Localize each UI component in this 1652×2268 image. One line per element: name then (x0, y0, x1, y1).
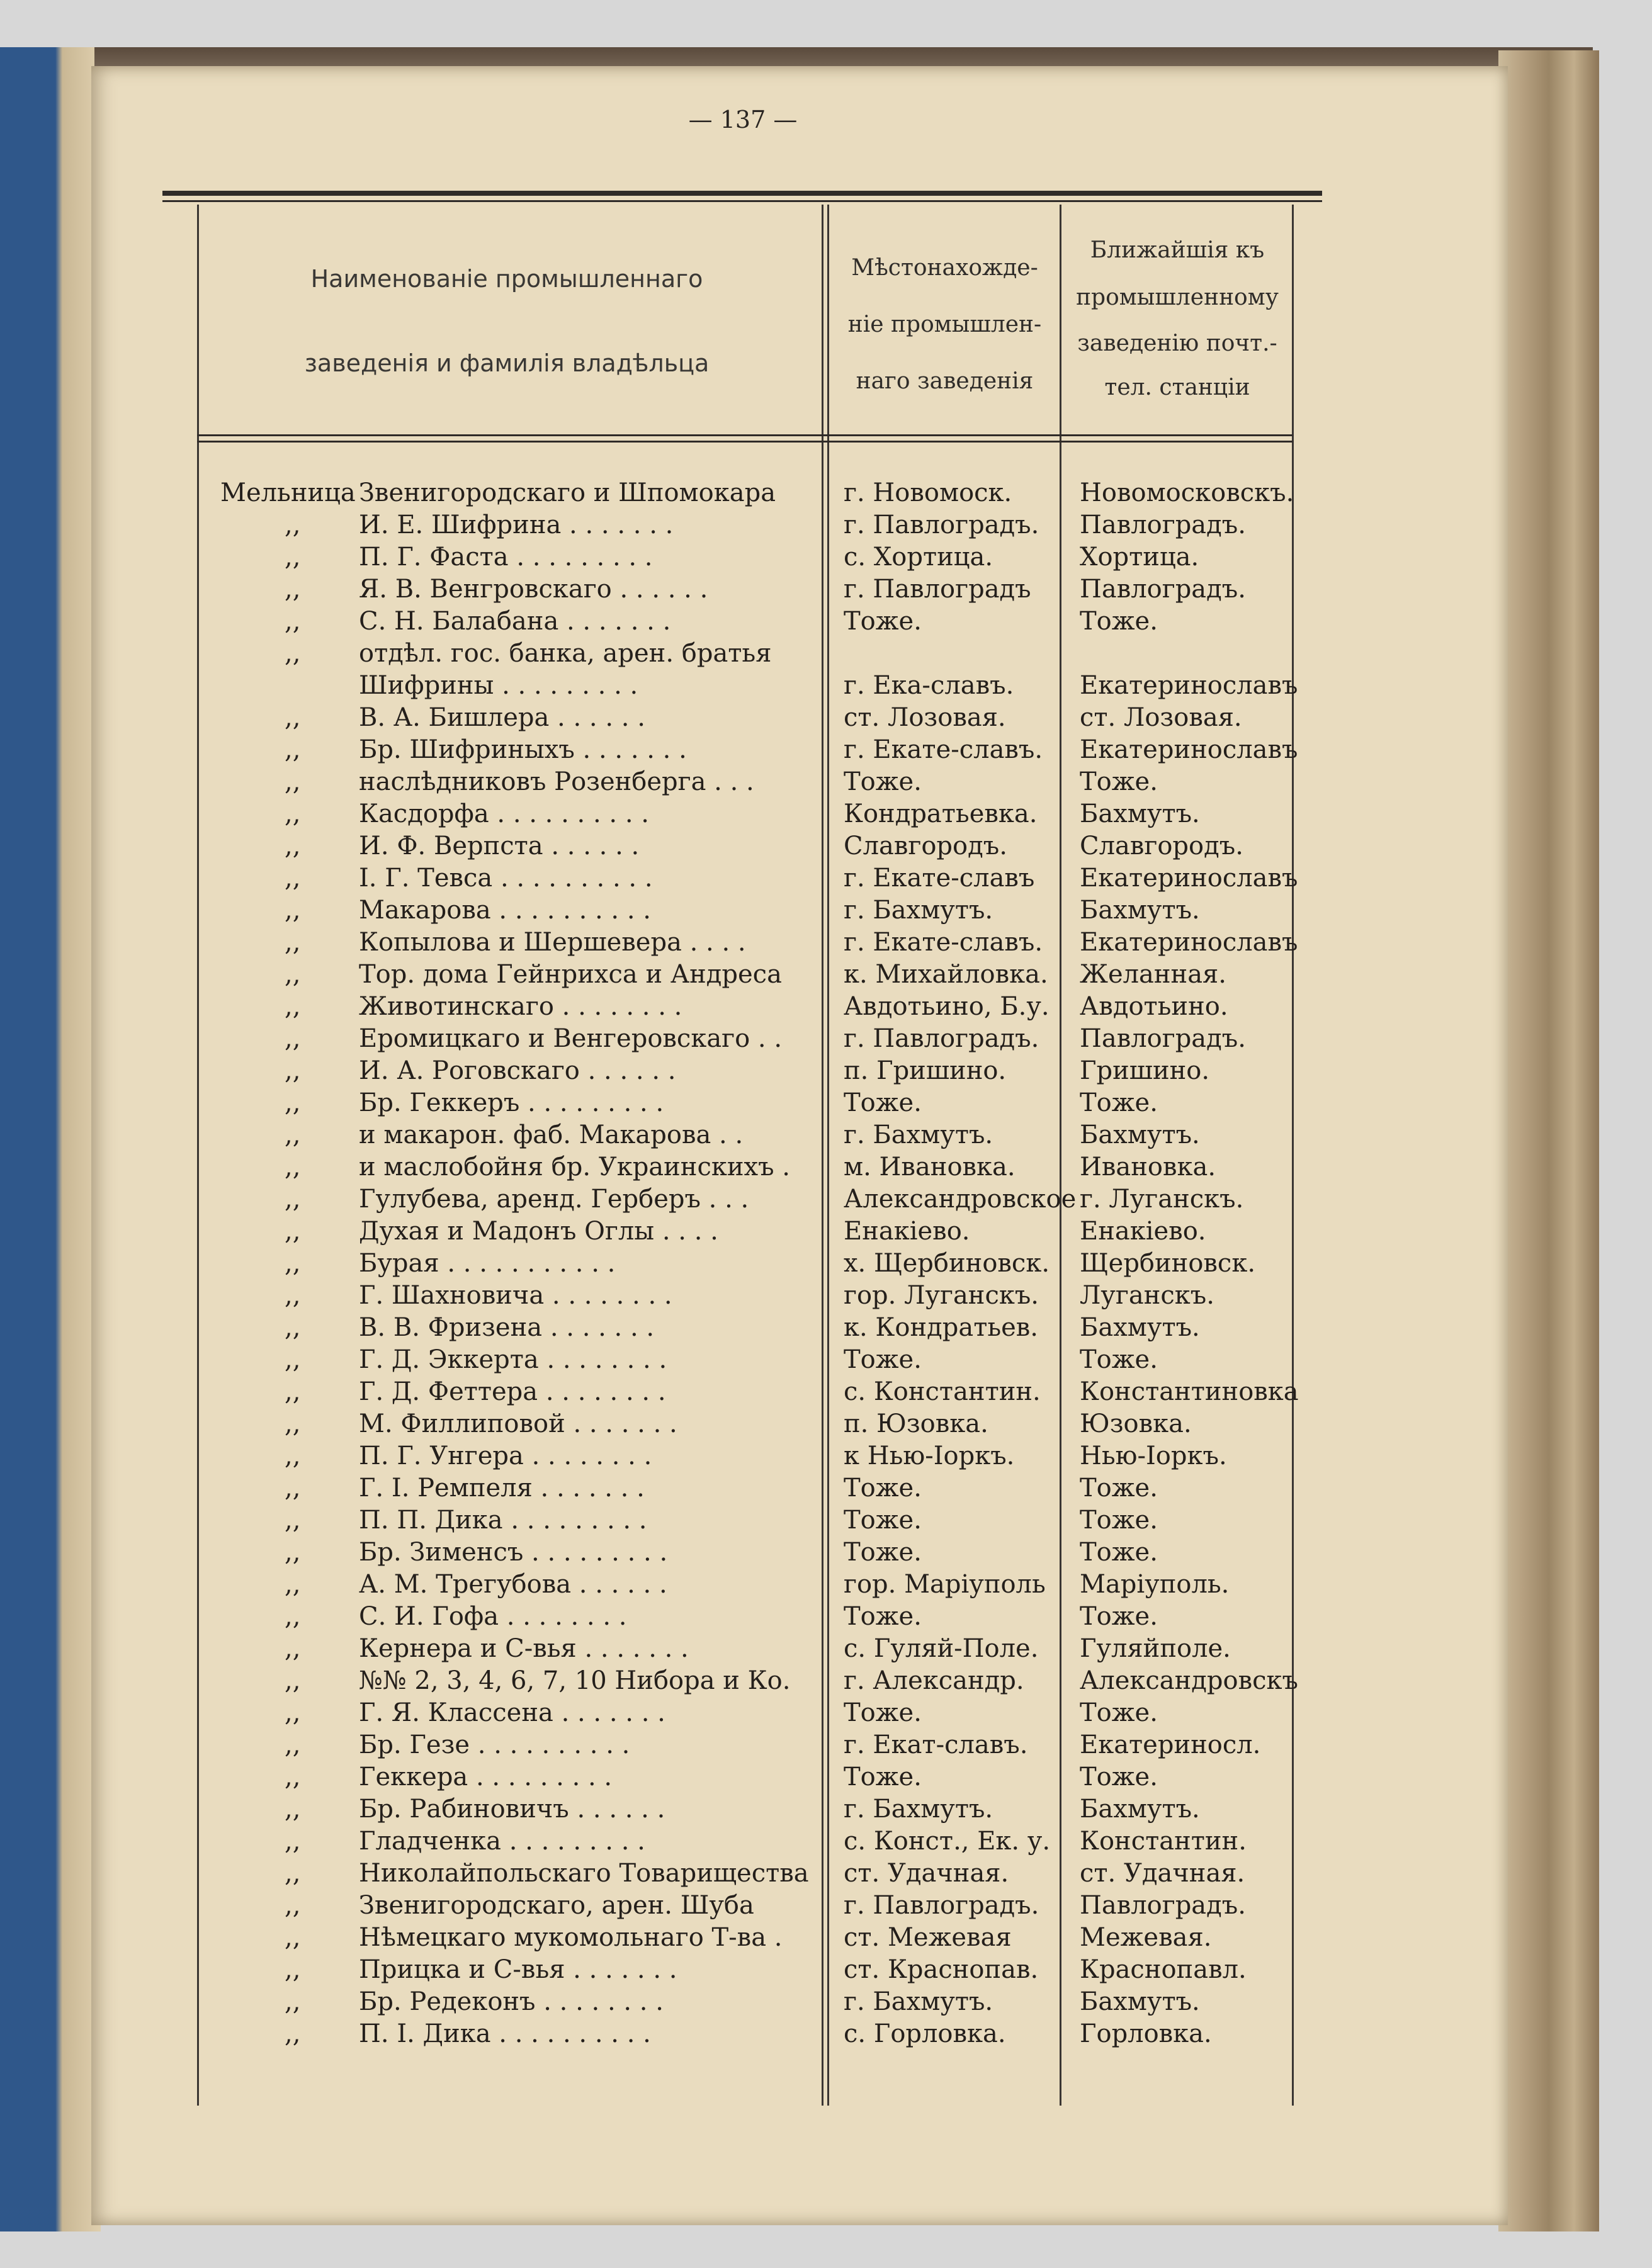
row-station: Гуляйполе. (1080, 1634, 1231, 1663)
row-location: Кондратьевка. (844, 799, 1038, 828)
row-name: Бурая . . . . . . . . . . . (359, 1249, 616, 1278)
row-name: и маслобойня бр. Украинскихъ . (359, 1153, 790, 1182)
table-row (0, 766, 1652, 798)
row-location: Авдотьино, Б.у. (844, 992, 1049, 1021)
row-location: Тоже. (844, 1345, 922, 1374)
row-station: Тоже. (1080, 607, 1158, 636)
row-station: Тоже. (1080, 767, 1158, 796)
row-location: гор. Маріуполь (844, 1570, 1046, 1599)
table-row (0, 2018, 1652, 2050)
row-ditto: ,, (285, 639, 301, 668)
row-name: Я. В. Венгровскаго . . . . . . (359, 575, 708, 604)
row-station: Павлоградъ. (1080, 575, 1246, 604)
row-name: Звенигородскаго и Шпомокара (359, 478, 776, 507)
row-station: Тоже. (1080, 1474, 1158, 1503)
table-row (0, 1216, 1652, 1248)
row-station: Луганскъ. (1080, 1281, 1214, 1310)
row-name: Кернера и С-вья . . . . . . . (359, 1634, 689, 1663)
row-name: №№ 2, 3, 4, 6, 7, 10 Нибора и Ко. (359, 1666, 791, 1695)
row-name: В. В. Фризена . . . . . . . (359, 1313, 655, 1342)
row-ditto: ,, (285, 1891, 301, 1920)
row-name: П. I. Дика . . . . . . . . . . (359, 2019, 651, 2048)
header-col3-line2: промышленному (1076, 285, 1279, 310)
row-name: И. Е. Шифрина . . . . . . . (359, 511, 674, 539)
row-name: Копылова и Шершевера . . . . (359, 928, 746, 957)
table-row (0, 991, 1652, 1023)
table-row (0, 1504, 1652, 1537)
row-location: Енакіево. (844, 1217, 970, 1246)
row-ditto: ,, (285, 1795, 301, 1824)
row-location: г. Бахмутъ. (844, 1987, 993, 2016)
row-station: Тоже. (1080, 1763, 1158, 1791)
row-station: Бахмутъ. (1080, 896, 1200, 925)
row-ditto: ,, (285, 1506, 301, 1535)
row-name: В. А. Бишлера . . . . . . (359, 703, 645, 732)
row-ditto: ,, (285, 1827, 301, 1856)
row-location: х. Щербиновск. (844, 1249, 1050, 1278)
row-ditto: ,, (285, 1955, 301, 1984)
row-name: Бр. Геккеръ . . . . . . . . . (359, 1088, 664, 1117)
table-row (0, 541, 1652, 573)
row-ditto: ,, (285, 1153, 301, 1182)
row-station: Екатеринославъ (1080, 928, 1298, 957)
row-ditto: ,, (285, 1441, 301, 1470)
row-ditto: ,, (285, 511, 301, 539)
header-col1-line2: заведенія и фамилія владѣльца (304, 349, 710, 377)
row-name: Г. Д. Феттера . . . . . . . . (359, 1377, 666, 1406)
row-location: г. Екате-славъ. (844, 928, 1043, 957)
row-location: с. Константин. (844, 1377, 1041, 1406)
top-rule-thin (162, 200, 1322, 202)
row-location: г. Павлоградъ. (844, 1891, 1039, 1920)
row-station: Юзовка. (1080, 1409, 1192, 1438)
row-name: Г. Я. Классена . . . . . . . (359, 1698, 665, 1727)
row-location: г. Александр. (844, 1666, 1024, 1695)
row-ditto: ,, (285, 960, 301, 989)
row-station: Бахмутъ. (1080, 1987, 1200, 2016)
table-row (0, 606, 1652, 638)
row-station: Желанная. (1080, 960, 1226, 989)
row-ditto: ,, (285, 928, 301, 957)
row-station: Тоже. (1080, 1602, 1158, 1631)
table-row (0, 1472, 1652, 1504)
row-location: г. Павлоградъ (844, 575, 1031, 604)
row-station: Павлоградъ. (1080, 1891, 1246, 1920)
table-row (0, 1697, 1652, 1729)
row-ditto: ,, (285, 1666, 301, 1695)
table-row (0, 1440, 1652, 1472)
row-location: Тоже. (844, 1602, 922, 1631)
row-station: Тоже. (1080, 1538, 1158, 1567)
table-row (0, 1633, 1652, 1665)
row-station: Павлоградъ. (1080, 511, 1246, 539)
row-name: Бр. Зименсъ . . . . . . . . . (359, 1538, 668, 1567)
row-station: Славгородъ. (1080, 832, 1243, 860)
row-ditto: ,, (285, 575, 301, 604)
row-name: Николайпольскаго Товарищества (359, 1859, 809, 1888)
row-ditto: ,, (285, 1859, 301, 1888)
row-ditto: ,, (285, 864, 301, 893)
row-name: Геккера . . . . . . . . . (359, 1763, 613, 1791)
row-ditto: ,, (285, 1987, 301, 2016)
row-ditto: ,, (285, 543, 301, 572)
table-row (0, 1087, 1652, 1119)
table-row (0, 927, 1652, 959)
row-station: Авдотьино. (1080, 992, 1228, 1021)
row-ditto: ,, (285, 1120, 301, 1149)
table-row (0, 1376, 1652, 1408)
row-station: Екатериносл. (1080, 1730, 1261, 1759)
table-row (0, 1665, 1652, 1697)
header-col2-line2: ніе промышлен- (847, 312, 1042, 337)
header-col3-line4: тел. станціи (1104, 375, 1250, 400)
row-location: п. Гришино. (844, 1056, 1007, 1085)
row-name: И. Ф. Верпста . . . . . . (359, 832, 640, 860)
row-name: Гулубева, аренд. Герберъ . . . (359, 1185, 749, 1214)
table-row (0, 1954, 1652, 1986)
row-name: Бр. Шифриныхъ . . . . . . . (359, 735, 687, 764)
row-ditto: ,, (285, 1923, 301, 1952)
row-name: и макарон. фаб. Макарова . . (359, 1120, 744, 1149)
row-ditto: ,, (285, 2019, 301, 2048)
header-col1-line1: Наименованіе промышленнаго (310, 265, 703, 293)
row-location: г. Новомоск. (844, 478, 1012, 507)
row-station: Щербиновск. (1080, 1249, 1256, 1278)
row-location: Тоже. (844, 1474, 922, 1503)
row-name: М. Филлиповой . . . . . . . (359, 1409, 677, 1438)
row-station: Тоже. (1080, 1698, 1158, 1727)
row-location: г. Екат-славъ. (844, 1730, 1028, 1759)
table-row (0, 1569, 1652, 1601)
row-ditto: ,, (285, 607, 301, 636)
row-ditto: ,, (285, 1088, 301, 1117)
table-row (0, 1761, 1652, 1793)
table-row (0, 1183, 1652, 1216)
row-name: наслѣдниковъ Розенберга . . . (359, 767, 754, 796)
header-col2-line1: Мѣстонахожде- (851, 255, 1038, 281)
header-col3-line1: Ближайшія къ (1090, 237, 1265, 263)
row-location: Тоже. (844, 1698, 922, 1727)
row-ditto: ,, (285, 1185, 301, 1214)
table-row (0, 702, 1652, 734)
table-row (0, 1151, 1652, 1183)
row-station: Маріуполь. (1080, 1570, 1230, 1599)
row-station: Александровскъ (1080, 1666, 1298, 1695)
row-location: г. Бахмутъ. (844, 1120, 993, 1149)
table-row (0, 670, 1652, 702)
header-col2-line3: наго заведенія (856, 368, 1034, 394)
row-ditto: ,, (285, 1730, 301, 1759)
table-row (0, 1601, 1652, 1633)
table-row (0, 1023, 1652, 1055)
row-location: Тоже. (844, 607, 922, 636)
row-type: Мельница (220, 478, 356, 507)
top-rule (162, 191, 1322, 196)
table-row (0, 1344, 1652, 1376)
row-station: Тоже. (1080, 1088, 1158, 1117)
row-name: И. А. Роговскаго . . . . . . (359, 1056, 676, 1085)
table-row (0, 798, 1652, 830)
row-station: Константин. (1080, 1827, 1247, 1856)
row-ditto: ,, (285, 1377, 301, 1406)
row-ditto: ,, (285, 1313, 301, 1342)
row-location: ст. Удачная. (844, 1859, 1009, 1888)
row-station: г. Луганскъ. (1080, 1185, 1244, 1214)
table-row (0, 1055, 1652, 1087)
row-location: к Нью-Іоркъ. (844, 1441, 1015, 1470)
row-station: Константиновка (1080, 1377, 1299, 1406)
row-name: А. М. Трегубова . . . . . . (359, 1570, 667, 1599)
row-location: г. Бахмутъ. (844, 896, 993, 925)
row-name: П. Г. Унгера . . . . . . . . (359, 1441, 652, 1470)
row-ditto: ,, (285, 1602, 301, 1631)
row-location: ст. Лозовая. (844, 703, 1006, 732)
row-name: Еромицкаго и Венгеровскаго . . (359, 1024, 783, 1053)
row-ditto: ,, (285, 1634, 301, 1663)
row-location: к. Михайловка. (844, 960, 1048, 989)
row-location: Александровское (844, 1185, 1077, 1214)
row-ditto: ,, (285, 1474, 301, 1503)
row-name: Бр. Гезе . . . . . . . . . . (359, 1730, 630, 1759)
row-location: к. Кондратьев. (844, 1313, 1039, 1342)
row-name: Касдорфа . . . . . . . . . . (359, 799, 649, 828)
row-ditto: ,, (285, 1345, 301, 1374)
table-row (0, 1280, 1652, 1312)
row-location: п. Юзовка. (844, 1409, 988, 1438)
row-location: Тоже. (844, 1088, 922, 1117)
row-location: г. Павлоградъ. (844, 511, 1039, 539)
table-row (0, 862, 1652, 894)
row-station: Тоже. (1080, 1345, 1158, 1374)
row-station: Бахмутъ. (1080, 1795, 1200, 1824)
table-row (0, 1825, 1652, 1858)
row-station: Бахмутъ. (1080, 799, 1200, 828)
table-row (0, 1119, 1652, 1151)
row-ditto: ,, (285, 1698, 301, 1727)
row-name: С. Н. Балабана . . . . . . . (359, 607, 671, 636)
row-ditto: ,, (285, 1249, 301, 1278)
row-name: Шифрины . . . . . . . . . (359, 671, 638, 700)
row-ditto: ,, (285, 1570, 301, 1599)
row-location: Тоже. (844, 1538, 922, 1567)
row-ditto: ,, (285, 1409, 301, 1438)
row-location: Тоже. (844, 767, 922, 796)
row-ditto: ,, (285, 703, 301, 732)
row-location: ст. Краснопав. (844, 1955, 1039, 1984)
table-row (0, 1922, 1652, 1954)
header-bottom-rule-2 (197, 441, 1293, 443)
row-name: Г. I. Ремпеля . . . . . . . (359, 1474, 645, 1503)
row-station: Краснопавл. (1080, 1955, 1247, 1984)
row-ditto: ,, (285, 896, 301, 925)
row-location: с. Горловка. (844, 2019, 1006, 2048)
row-ditto: ,, (285, 832, 301, 860)
row-station: Павлоградъ. (1080, 1024, 1246, 1053)
row-ditto: ,, (285, 735, 301, 764)
row-station: Гришино. (1080, 1056, 1210, 1085)
row-station: ст. Лозовая. (1080, 703, 1242, 732)
row-station: Енакіево. (1080, 1217, 1206, 1246)
row-name: отдѣл. гос. банка, арен. братья (359, 639, 772, 668)
table-row (0, 894, 1652, 927)
header-bottom-rule (197, 434, 1293, 436)
row-station: Новомосковскъ. (1080, 478, 1294, 507)
row-location: ст. Межевая (844, 1923, 1012, 1952)
table-row (0, 1408, 1652, 1440)
row-name: Звенигородскаго, арен. Шуба (359, 1891, 754, 1920)
row-location: Тоже. (844, 1506, 922, 1535)
row-ditto: ,, (285, 1024, 301, 1053)
table-row (0, 830, 1652, 862)
row-ditto: ,, (285, 1281, 301, 1310)
row-location: м. Ивановка. (844, 1153, 1016, 1182)
row-station: Екатеринославъ (1080, 864, 1298, 893)
header-col3-line3: заведенію почт.- (1077, 330, 1277, 356)
row-ditto: ,, (285, 1056, 301, 1085)
row-name: Нѣмецкаго мукомольнаго Т-ва . (359, 1923, 783, 1952)
row-name: I. Г. Тевса . . . . . . . . . . (359, 864, 653, 893)
table-row (0, 573, 1652, 606)
page-number: — 137 — (688, 106, 798, 133)
row-location: Тоже. (844, 1763, 922, 1791)
table-row (0, 1248, 1652, 1280)
row-station: Ивановка. (1080, 1153, 1216, 1182)
row-station: Межевая. (1080, 1923, 1212, 1952)
row-location: г. Ека-славъ. (844, 671, 1014, 700)
row-location: г. Бахмутъ. (844, 1795, 993, 1824)
row-location: Славгородъ. (844, 832, 1007, 860)
row-name: Бр. Редеконъ . . . . . . . . (359, 1987, 664, 2016)
table-row (0, 1986, 1652, 2018)
row-name: Тор. дома Гейнрихса и Андреса (359, 960, 782, 989)
row-name: Бр. Рабиновичъ . . . . . . (359, 1795, 665, 1824)
row-name: Г. Д. Эккерта . . . . . . . . (359, 1345, 667, 1374)
table-row (0, 1312, 1652, 1344)
row-name: П. Г. Фаста . . . . . . . . . (359, 543, 653, 572)
row-station: Бахмутъ. (1080, 1120, 1200, 1149)
table-row (0, 477, 1652, 509)
table-row (0, 734, 1652, 766)
row-ditto: ,, (285, 1538, 301, 1567)
row-name: Прицка и С-вья . . . . . . . (359, 1955, 677, 1984)
row-ditto: ,, (285, 992, 301, 1021)
table-row (0, 1793, 1652, 1825)
table-row (0, 1890, 1652, 1922)
row-name: Макарова . . . . . . . . . . (359, 896, 652, 925)
row-name: Духая и Мадонъ Оглы . . . . (359, 1217, 718, 1246)
row-ditto: ,, (285, 1763, 301, 1791)
table-row (0, 1858, 1652, 1890)
row-station: Хортица. (1080, 543, 1199, 572)
row-station: Бахмутъ. (1080, 1313, 1200, 1342)
row-ditto: ,, (285, 799, 301, 828)
table-row (0, 1537, 1652, 1569)
row-station: Екатеринославъ (1080, 735, 1298, 764)
row-station: ст. Удачная. (1080, 1859, 1245, 1888)
row-name: Животинскаго . . . . . . . . (359, 992, 682, 1021)
row-location: г. Павлоградъ. (844, 1024, 1039, 1053)
row-station: Екатеринославъ (1080, 671, 1298, 700)
table-row (0, 638, 1652, 670)
table-row (0, 509, 1652, 541)
row-location: с. Конст., Ек. у. (844, 1827, 1051, 1856)
table-row (0, 1729, 1652, 1761)
row-location: с. Гуляй-Поле. (844, 1634, 1039, 1663)
row-name: С. И. Гофа . . . . . . . . (359, 1602, 627, 1631)
row-station: Тоже. (1080, 1506, 1158, 1535)
row-name: Гладченка . . . . . . . . . (359, 1827, 645, 1856)
table-row (0, 959, 1652, 991)
row-ditto: ,, (285, 1217, 301, 1246)
row-station: Горловка. (1080, 2019, 1212, 2048)
row-location: с. Хортица. (844, 543, 993, 572)
row-name: Г. Шахновича . . . . . . . . (359, 1281, 672, 1310)
row-location: гор. Луганскъ. (844, 1281, 1039, 1310)
row-ditto: ,, (285, 767, 301, 796)
row-location: г. Екате-славъ. (844, 735, 1043, 764)
row-name: П. П. Дика . . . . . . . . . (359, 1506, 647, 1535)
row-station: Нью-Іоркъ. (1080, 1441, 1227, 1470)
row-location: г. Екате-славъ (844, 864, 1035, 893)
